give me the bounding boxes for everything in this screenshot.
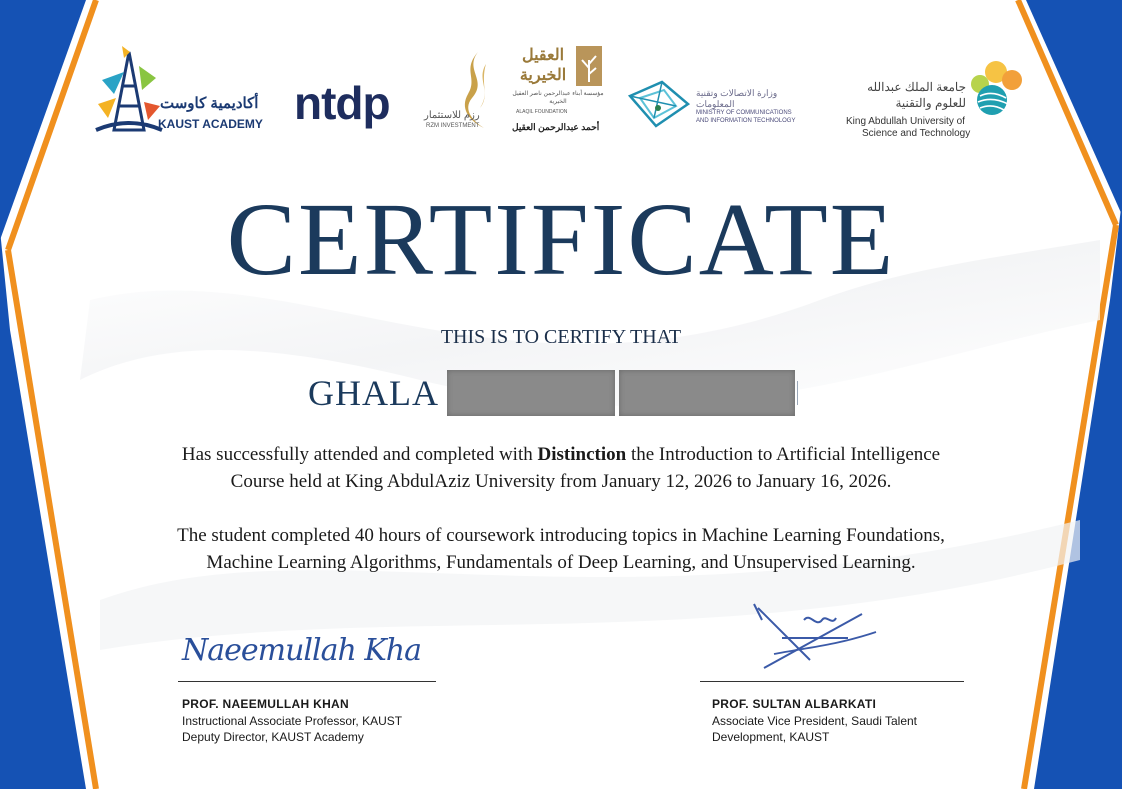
- completion-line-1-end: the Introduction to Artificial Intelligence: [626, 444, 941, 465]
- coursework-line-1: The student completed 40 hours of coursework introducing topics in Machine Learning Foundations,: [177, 525, 945, 546]
- certificate-title: CERTIFICATE: [226, 182, 896, 297]
- signatory-left-role-1: Instructional Associate Professor, KAUST: [182, 714, 403, 728]
- redacted-name-block-1: [447, 370, 615, 416]
- mcit-english-2: AND INFORMATION TECHNOLOGY: [696, 118, 796, 124]
- redacted-name-edge: [797, 381, 806, 405]
- logo-mcit: [626, 78, 816, 134]
- logo-kaust: [842, 58, 1032, 142]
- kaust-academy-tower-icon: [94, 46, 164, 134]
- signature-line-left: [178, 681, 436, 682]
- rzm-arabic: رزم للاستثمار: [424, 110, 480, 121]
- mcit-emblem-icon: [626, 78, 692, 130]
- left-blue-panel: [0, 230, 86, 789]
- completion-line-1-start: Has successfully attended and completed with: [181, 444, 538, 465]
- logo-kaust-academy: [94, 44, 269, 136]
- alaqil-tree-icon: [576, 46, 602, 86]
- recipient-name-row: [308, 370, 806, 416]
- kaust-arabic-1: جامعة الملك عبدالله: [867, 80, 966, 94]
- coursework-line-2: Machine Learning Algorithms, Fundamentals of Deep Learning, and Unsupervised Learning.: [206, 552, 916, 573]
- signatory-left-name: PROF. NAEEMULLAH KHAN: [182, 697, 349, 711]
- kaust-english-2: Science and Technology: [862, 128, 971, 139]
- certify-statement: THIS IS TO CERTIFY THAT: [440, 326, 682, 348]
- mcit-arabic: وزارة الاتصالات وتقنية المعلومات: [696, 88, 778, 109]
- kaust-academy-arabic: أكاديمية كاوست: [160, 95, 259, 112]
- redacted-name-block-2: [619, 370, 795, 416]
- signatory-right-name: PROF. SULTAN ALBARKATI: [712, 697, 877, 711]
- logo-ntdp: ntdp: [294, 77, 390, 129]
- kaust-english-1: King Abdullah University of: [846, 116, 965, 127]
- right-blue-top-corner: [1026, 0, 1122, 215]
- mcit-english-1: MINISTRY OF COMMUNICATIONS: [696, 110, 792, 116]
- distinction-emphasis: Distinction: [537, 444, 627, 465]
- signatory-right-role-2: Development, KAUST: [712, 730, 830, 744]
- coursework-statement: [100, 522, 1022, 576]
- recipient-first-name: GHALA: [308, 373, 439, 413]
- completion-statement: [100, 441, 1022, 495]
- alaqil-founder: أحمد عبدالرحمن العقيل: [512, 122, 600, 132]
- signature-line-right: [700, 681, 964, 682]
- signatory-left-role-2: Deputy Director, KAUST Academy: [182, 730, 364, 744]
- kaust-emblem-icon: [962, 58, 1028, 124]
- rzm-english: RZM INVESTMENT: [426, 123, 480, 129]
- alaqil-arabic-main: العقيل الخيرية: [519, 47, 567, 84]
- logo-rzm-investment: [424, 50, 496, 134]
- kaust-arabic-2: للعلوم والتقنية: [895, 96, 966, 110]
- signatory-right-role-1: Associate Vice President, Saudi Talent: [712, 714, 918, 728]
- alaqil-english: ALAQIL FOUNDATION: [516, 109, 568, 115]
- completion-line-1: [100, 441, 1022, 468]
- completion-line-2: Course held at King AbdulAziz University from January 12, 2026 to January 16, 2026.: [230, 471, 892, 492]
- alaqil-arabic-sub: مؤسسة أبناء عبدالرحمن ناصر العقيل الخيرية: [512, 91, 604, 105]
- logo-alaqil-foundation: [508, 44, 608, 138]
- signature-naeemullah: Naeemullah Kha: [182, 633, 421, 668]
- signature-sultan: [744, 598, 884, 678]
- kaust-academy-english: KAUST ACADEMY: [158, 117, 263, 131]
